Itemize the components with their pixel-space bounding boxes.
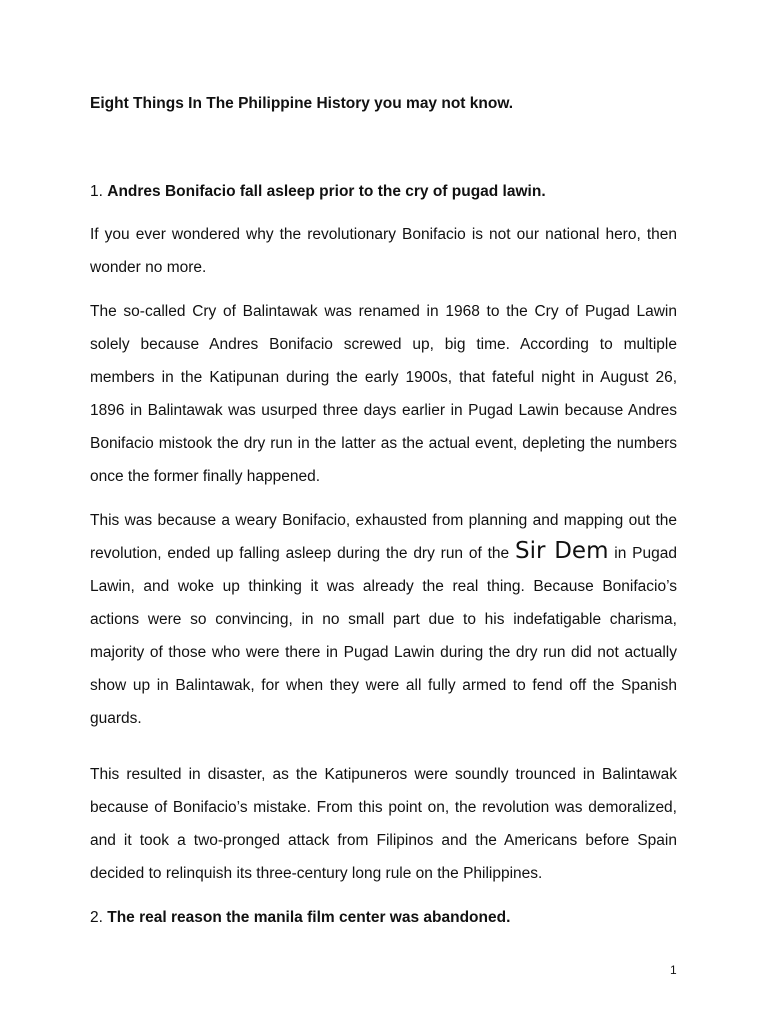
section-1-title: Andres Bonifacio fall asleep prior to the cry of pugad lawin. xyxy=(107,183,546,200)
section-2-title: The real reason the manila film center was abandoned. xyxy=(107,909,511,926)
section-2-heading xyxy=(90,906,510,930)
document-title: Eight Things In The Philippine History you may not know. xyxy=(90,95,514,112)
section-1-number: 1. xyxy=(90,183,103,200)
section-1-paragraph-4: This resulted in disaster, as the Katipuneros were soundly trounced in Balintawak because of Bonifacio’s mistake. From this point on, the revolution was demoralized, and it took a two-pronged attack from Filipinos and the Americans before Spain decided to relinquish its three-century long rule on the Philippines. xyxy=(90,766,677,882)
paragraph-3-inline-large-text: Sir Dem xyxy=(514,538,609,564)
section-2-number: 2. xyxy=(90,909,103,926)
section-1-heading xyxy=(90,180,546,204)
paragraph-3-text-after: in Pugad Lawin, and woke up thinking it was already the real thing. Because Bonifacio’s actions were so convincing, in no small part due to his indefatigable charisma, majority of those who were there in Pugad Lawin during the dry run did not actually show up in Balintawak, for when they were all fully armed to fend off the Spanish guards. xyxy=(90,545,677,727)
section-1-paragraph-3 xyxy=(90,504,677,735)
paragraph-3-text-before: This was because a weary Bonifacio, exhausted from planning and mapping out the revolution, ended up falling asleep during the dry run of the xyxy=(90,512,677,562)
section-1-paragraph-1: If you ever wondered why the revolutionary Bonifacio is not our national hero, then wonder no more. xyxy=(90,226,677,276)
section-1-paragraph-2: The so-called Cry of Balintawak was renamed in 1968 to the Cry of Pugad Lawin solely because Andres Bonifacio screwed up, big time. According to multiple members in the Katipunan during the early 1900s, that fateful night in August 26, 1896 in Balintawak was usurped three days earlier in Pugad Lawin because Andres Bonifacio mistook the dry run in the latter as the actual event, depleting the numbers once the former finally happened. xyxy=(90,303,677,485)
page-number: 1 xyxy=(670,963,677,977)
